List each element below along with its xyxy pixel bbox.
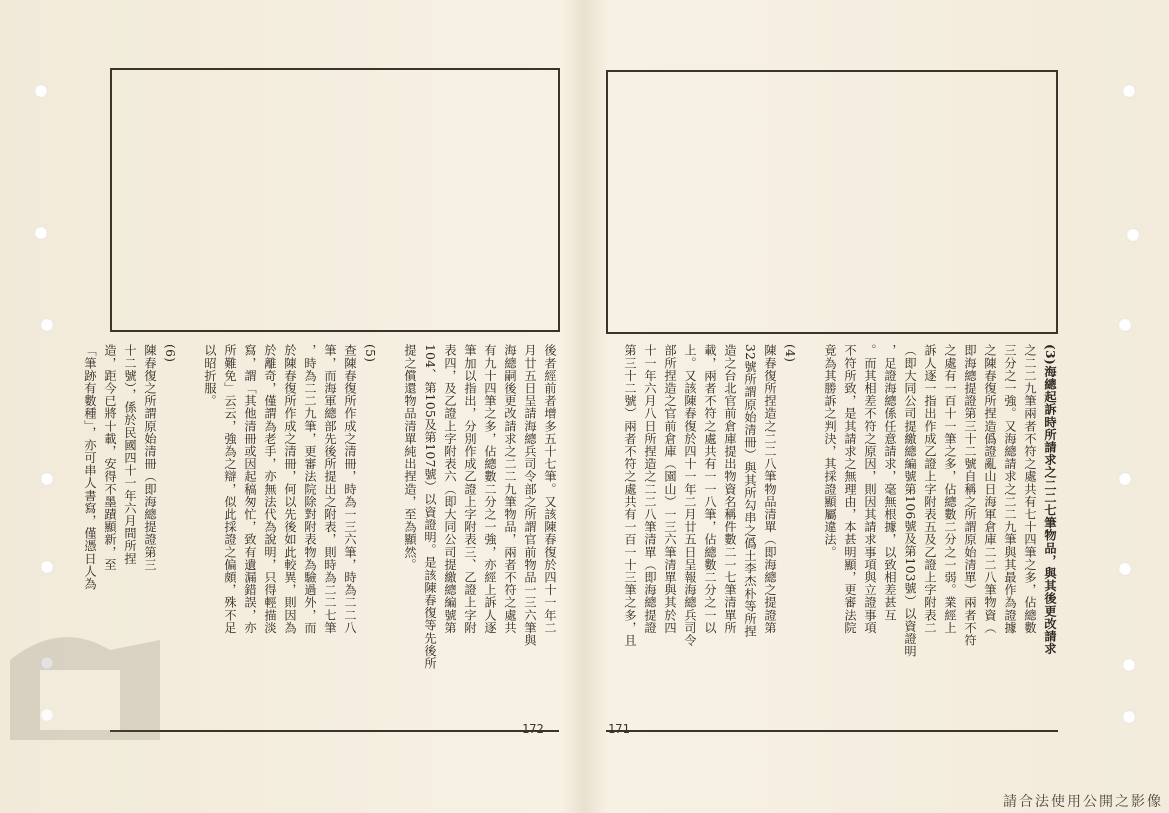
text-column: 月廿五日呈請海總兵司令部之所謂官前物品一三六筆與 [523, 344, 537, 647]
text-column: 即海總提證第三十二號自稱之所謂原始清單）兩者不符 [963, 344, 977, 647]
text-column: 「筆跡有數種」，亦可串人書寫，僅憑日人為 [83, 344, 97, 590]
text-column [183, 344, 197, 726]
binder-hole-right-6 [1122, 658, 1136, 672]
text-column [383, 344, 397, 726]
text-column: 於離奇，僅謂為老手，亦無法代為說明，只得輕描淡 [263, 344, 277, 634]
text-column: 海總嗣後更改請求之二二九筆物品，兩者不符之處共 [503, 344, 517, 634]
text-column: 之陳春復所捏造僞證亂山日海軍倉庫二二八筆物資（ [983, 344, 997, 634]
text-column: 32號所謂原始清冊）與其所勾串之僞土李杰朴等所捏 [743, 344, 757, 638]
usage-notice-footer: 請合法使用公開之影像 [1003, 794, 1163, 810]
text-column: (6) [163, 344, 177, 363]
binder-hole-right-5 [1118, 562, 1132, 576]
binder-hole-left-4 [40, 472, 54, 486]
left-text-top-rule [110, 330, 559, 332]
binder-hole-left-5 [40, 560, 54, 574]
archive-watermark-logo [0, 600, 170, 750]
right-text-bottom-rule [606, 730, 1058, 732]
text-column: 有九十四筆之多，佔總數二分之一強，亦經上訴人逐 [483, 344, 497, 634]
text-column: (4) [783, 344, 797, 363]
binder-hole-left-3 [40, 318, 54, 332]
text-column: 筆，而海軍總部先後所提出之附表，則時為二二七筆 [323, 344, 337, 634]
text-column [803, 344, 817, 726]
binder-hole-right-2 [1126, 228, 1140, 242]
text-column: 表四，及乙證上字附表六（即大同公司提繳總編號第 [443, 344, 457, 634]
text-column: 十一年六月八日所捏造之二二八筆清單（即海總提證 [643, 344, 657, 634]
text-column: 。而其相差不符之原因，則因其請求事項與立證事項 [863, 344, 877, 634]
text-column: 陳春復所捏造之二二八筆物品清單（即海總之提證第 [763, 344, 777, 634]
text-column: 於陳春復所作成之清冊，何以先後如此較異，則因為 [283, 344, 297, 634]
text-column: 造之台北官前倉庫提出物資名稱件數二一七筆清單所 [723, 344, 737, 634]
text-column: 寫，謂「其他清冊或因起稿匆忙，致有遺漏錯誤，亦 [243, 344, 257, 634]
text-column: 之處有一百十一筆之多，佔總數二分之一弱。業經上 [943, 344, 957, 634]
text-column: 竟為其勝訴之判決，其採證顯屬違法。 [823, 344, 837, 559]
text-column: ，時為二二九筆，更審法院除對附表物為驗過外，而 [303, 344, 317, 634]
text-column: 上。又該陳春復於四十一年二月廿五日呈報海總兵司令 [683, 344, 697, 647]
text-column: 104、第105及第107號）以資證明。是該陳春復等先後所 [423, 344, 437, 670]
binder-hole-left-2 [34, 226, 48, 240]
text-column: 部所捏造之官前倉庫（園山）一三六筆清單與其於四 [663, 344, 677, 634]
text-column: 三分之一強。又海總請求之二二九筆與其最作為證據 [1003, 344, 1017, 634]
right-text-columns [623, 344, 1057, 726]
binder-hole-left-1 [34, 84, 48, 98]
left-text-bottom-rule [110, 730, 559, 732]
text-column: 不符所致，是其請求之無理由，本甚明顯，更審法院 [843, 344, 857, 634]
text-column: (3)海總起訴時所請求之二二七筆物品，與其後更改請求 [1043, 344, 1057, 656]
text-column: (5) [363, 344, 377, 363]
text-column: 查陳春復所作成之清冊，時為一三六筆，時為二二八 [343, 344, 357, 634]
text-column: 陳春復之所謂原始清冊（即海總提證第三 [143, 344, 157, 571]
text-column: 載，兩者不符之處共有一一八筆，佔總數二分之一以 [703, 344, 717, 634]
right-page-number: 171 [608, 722, 630, 736]
text-column: 之二二九筆兩者不符之處共有七十四筆之多，佔總數 [1023, 344, 1037, 634]
binder-hole-right-7 [1122, 710, 1136, 724]
right-blank-frame [606, 70, 1058, 334]
text-column: 十二號），係於民國四十一年六月間所捏 [123, 344, 137, 565]
text-column: 筆加以指出，分別作成乙證上字附表三、乙證上字附 [463, 344, 477, 634]
text-column: ，足證海總係任意請求，毫無根據，以致相差甚互 [883, 344, 897, 622]
text-column: 第三十二號）兩者不符之處共有一百一十三筆之多，且 [623, 344, 637, 647]
text-column: 造，距今已將十載，安得不墨蹟顯新，至 [103, 344, 117, 571]
binder-hole-right-1 [1122, 84, 1136, 98]
text-column: 所難免」云云，強為之辯，似此採證之偏頗，殊不足 [223, 344, 237, 634]
text-column: 以昭折服。 [203, 344, 217, 407]
binder-hole-right-4 [1118, 472, 1132, 486]
text-column: 提之償還物品清單純出捏造，至為顯然。 [403, 344, 417, 571]
right-text-top-rule [606, 332, 1058, 334]
binder-hole-right-3 [1118, 318, 1132, 332]
left-page-number: 172 [522, 722, 544, 736]
left-blank-frame [110, 68, 560, 332]
text-column: （即大同公司提繳總編號第106號及第103號）以資證明 [903, 344, 917, 658]
text-column: 後者經前者增多五十七筆。又該陳春復於四十一年二 [543, 344, 557, 634]
text-column: 訴人逐一指出作成乙證上字附表五及乙證上字附表二 [923, 344, 937, 634]
